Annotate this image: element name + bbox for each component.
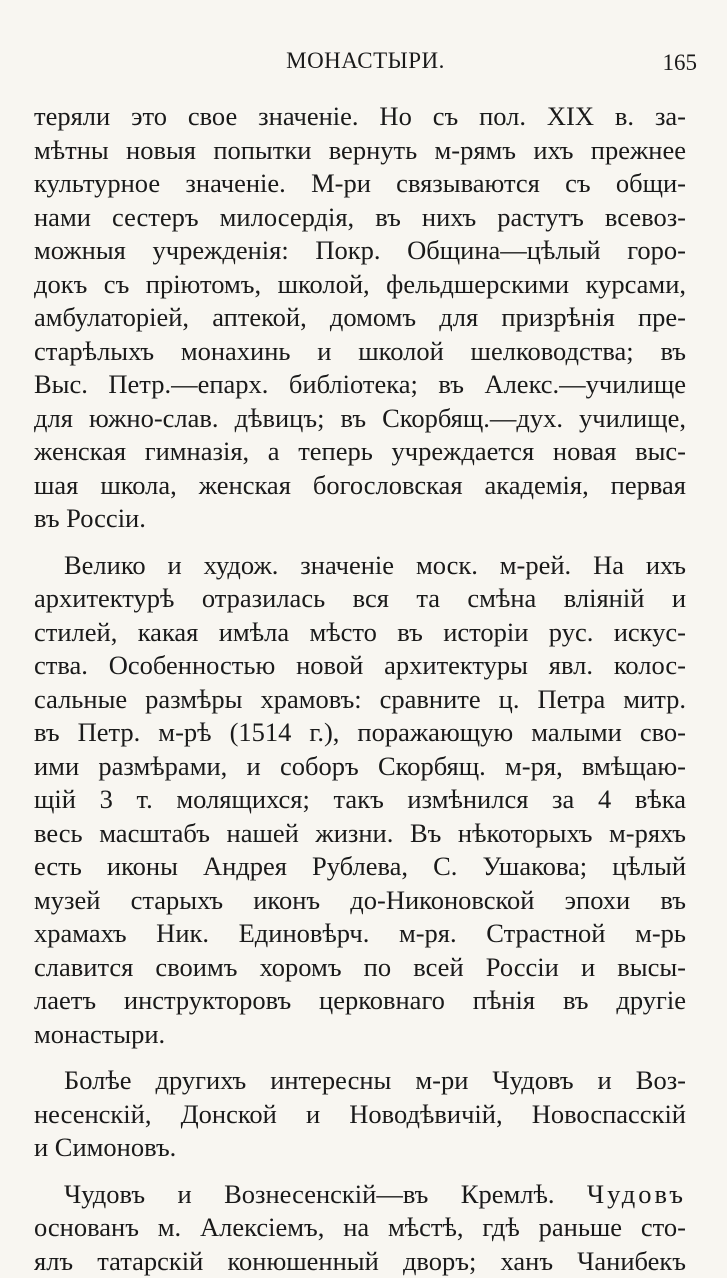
text-line: ялъ татарскiй конюшенный дворъ; ханъ Чанибекъ [34, 1245, 686, 1278]
page-number: 165 [663, 50, 698, 76]
paragraph-2 [34, 549, 686, 1052]
text-line: ими размѣрами, и соборъ Скорбящ. м-ря, вмѣщаю- [34, 750, 686, 784]
text-line: лаетъ инструкторовъ церковнаго пѣнiя въ другiе [34, 984, 686, 1018]
running-title: МОНАСТЫРИ. [34, 48, 697, 74]
text-line: культурное значенiе. М-ри связываются съ общи- [34, 167, 686, 201]
text-line: шая школа, женская богословская академiя, первая [34, 469, 686, 503]
text-fragment: Чудовъ и Вознесенскiй—въ Кремлѣ. [64, 1179, 554, 1209]
text-line: монастыри. [34, 1018, 686, 1052]
text-line: Выс. Петр.—епарх. библiотека; въ Алекс.—училище [34, 368, 686, 402]
text-line: въ Петр. м-рѣ (1514 г.), поражающую малыми сво- [34, 716, 686, 750]
paragraph-4 [34, 1178, 686, 1278]
text-line: есть иконы Андрея Рублева, С. Ушакова; цѣлый [34, 850, 686, 884]
text-line [34, 1178, 686, 1212]
text-line: мѣтны новыя попытки вернуть м-рямъ ихъ прежнее [34, 134, 686, 168]
text-line: Велико и худож. значенiе моск. м-рей. На ихъ [34, 549, 686, 583]
text-line: музей старыхъ иконъ до-Никоновской эпохи въ [34, 884, 686, 918]
body-text [34, 100, 686, 1278]
spaced-word: Чудовъ [587, 1179, 686, 1209]
text-line: можныя учрежденiя: Покр. Община—цѣлый горо- [34, 234, 686, 268]
text-line: щiй 3 т. молящихся; такъ измѣнился за 4 вѣка [34, 783, 686, 817]
text-line: основанъ м. Алексiемъ, на мѣстѣ, гдѣ раньше сто- [34, 1211, 686, 1245]
text-line: амбулаторiей, аптекой, домомъ для призрѣнiя пре- [34, 301, 686, 335]
text-line: сальные размѣры храмовъ: сравните ц. Петра митр. [34, 683, 686, 717]
text-line: архитектурѣ отразилась вся та смѣна влiянiй и [34, 582, 686, 616]
text-line: теряли это свое значенiе. Но съ пол. XIX в. за- [34, 100, 686, 134]
text-line: старѣлыхъ монахинь и школой шелководства; въ [34, 335, 686, 369]
text-line: нами сестеръ милосердiя, въ нихъ растутъ всевоз- [34, 201, 686, 235]
text-line: славится своимъ хоромъ по всей Россiи и высы- [34, 951, 686, 985]
text-line: стилей, какая имѣла мѣсто въ исторiи рус. искус- [34, 616, 686, 650]
paragraph-1 [34, 100, 686, 536]
text-line: несенскiй, Донской и Новодѣвичiй, Новоспасскiй [34, 1098, 686, 1132]
text-line: для южно-слав. дѣвицъ; въ Скорбящ.—дух. училище, [34, 402, 686, 436]
text-line: и Симоновъ. [34, 1131, 686, 1165]
text-line: докъ съ прiютомъ, школой, фельдшерскими курсами, [34, 268, 686, 302]
text-line: Болѣе другихъ интересны м-ри Чудовъ и Воз- [34, 1064, 686, 1098]
text-line: весь масштабъ нашей жизни. Въ нѣкоторыхъ м-ряхъ [34, 817, 686, 851]
paragraph-3 [34, 1064, 686, 1165]
page-header [34, 48, 697, 88]
text-line: женская гимназiя, а теперь учреждается новая выс- [34, 435, 686, 469]
text-line: ства. Особенностью новой архитектуры явл. колос- [34, 649, 686, 683]
text-line: въ Россiи. [34, 502, 686, 536]
text-line: храмахъ Ник. Единовѣрч. м-ря. Страстной м-рь [34, 917, 686, 951]
